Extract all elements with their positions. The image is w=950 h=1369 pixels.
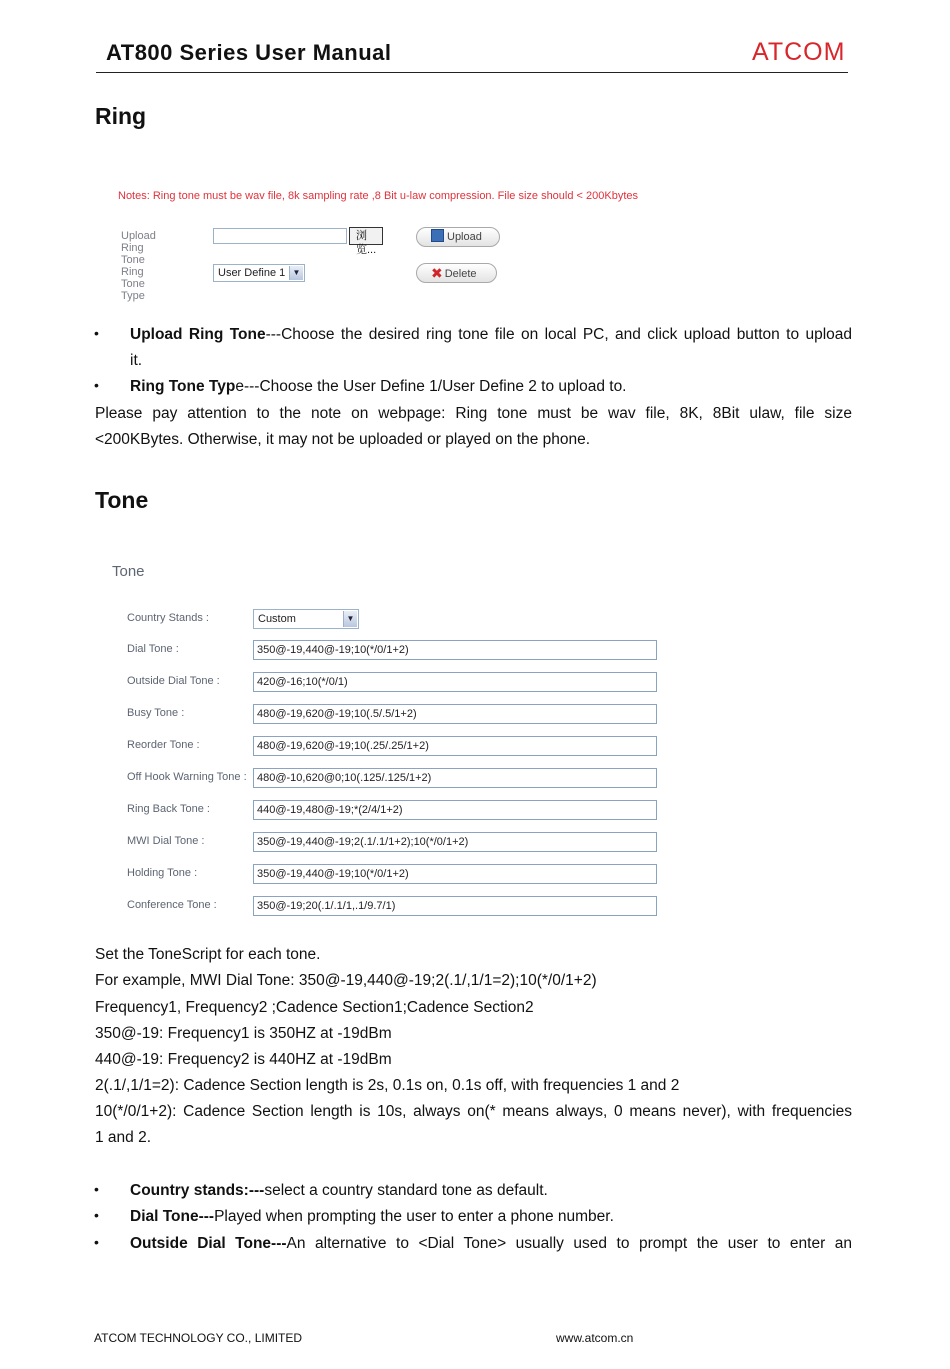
bullet-text: e---Choose the User Define 1/User Define 2 to upload to. — [235, 378, 627, 395]
tone-row-label: Ring Back Tone : — [127, 803, 210, 815]
tone-panel-title: Tone — [112, 563, 145, 580]
country-stands-label: Country Stands : — [127, 612, 209, 624]
tone-heading: Tone — [95, 487, 149, 513]
bullet-ring-tone-type — [130, 374, 627, 400]
tone-row-label: MWI Dial Tone : — [127, 835, 205, 847]
bullet-upload-ring-tone — [130, 322, 852, 348]
tone-row-label: Reorder Tone : — [127, 739, 200, 751]
outside-dial-tone-input[interactable]: 420@-16;10(*/0/1) — [253, 672, 657, 692]
tone-text-line: 350@-19: Frequency1 is 350HZ at -19dBm — [95, 1025, 392, 1042]
browse-button[interactable]: 浏览... — [349, 227, 383, 245]
ring-heading: Ring — [95, 103, 147, 129]
ring-tone-type-label: Ring Tone Type — [121, 266, 145, 302]
upload-button[interactable] — [416, 227, 500, 247]
tone-text-line: Frequency1, Frequency2 ;Cadence Section1;Cadence Section2 — [95, 999, 534, 1016]
bullet-dot: • — [94, 325, 99, 341]
delete-button-label: Delete — [444, 268, 477, 280]
tone-text-line: 2(.1/,1/1=2): Cadence Section length is 2s, 0.1s on, 0.1s off, with frequencies 1 and 2 — [95, 1077, 680, 1094]
bullet-dot: • — [94, 1207, 99, 1223]
bullet-text: Played when prompting the user to enter a phone number. — [214, 1208, 614, 1225]
off-hook-warning-tone-input[interactable]: 480@-10,620@0;10(.125/.125/1+2) — [253, 768, 657, 788]
header-divider — [96, 72, 848, 73]
bullet-country-stands — [130, 1178, 548, 1204]
tone-text-line: 1 and 2. — [95, 1129, 152, 1146]
bullet-dot: • — [94, 1234, 99, 1250]
bullet-upload-ring-tone-cont: it. — [130, 352, 143, 369]
footer-company: ATCOM TECHNOLOGY CO., LIMITED — [94, 1331, 303, 1345]
ring-back-tone-input[interactable]: 440@-19,480@-19;*(2/4/1+2) — [253, 800, 657, 820]
ring-tone-type-select[interactable] — [213, 264, 305, 282]
delete-x-icon: ✖ — [431, 265, 443, 281]
bullet-term: Ring Tone Typ — [130, 378, 236, 395]
save-disk-icon — [431, 229, 444, 242]
ring-note-paragraph-line2: <200KBytes. Otherwise, it may not be uploaded or played on the phone. — [95, 431, 591, 448]
country-stands-select[interactable] — [253, 609, 359, 629]
tone-row-label: Busy Tone : — [127, 707, 185, 719]
bullet-dot: • — [94, 1181, 99, 1197]
tone-text-line: For example, MWI Dial Tone: 350@-19,440@-19;2(.1/,1/1=2);10(*/0/1+2) — [95, 972, 597, 989]
ring-note-paragraph-line1: Please pay attention to the note on webpage: Ring tone must be wav file, 8K, 8Bit ulaw, file size — [95, 405, 852, 422]
dial-tone-input[interactable]: 350@-19,440@-19;10(*/0/1+2) — [253, 640, 657, 660]
bullet-outside-dial-tone — [130, 1231, 852, 1257]
bullet-term: Country stands:--- — [130, 1182, 265, 1199]
chevron-down-icon: ▼ — [289, 266, 303, 280]
ring-file-input[interactable] — [213, 228, 347, 244]
busy-tone-input[interactable]: 480@-19,620@-19;10(.5/.5/1+2) — [253, 704, 657, 724]
bullet-term: Dial Tone--- — [130, 1208, 215, 1225]
bullet-term: Upload Ring Tone — [130, 326, 266, 343]
brand-logo: ATCOM — [752, 38, 846, 66]
upload-ring-tone-label: Upload Ring Tone — [121, 230, 156, 266]
chevron-down-icon: ▼ — [343, 611, 357, 627]
tone-row-label: Dial Tone : — [127, 643, 179, 655]
tone-row-label: Off Hook Warning Tone : — [127, 771, 247, 783]
bullet-text: select a country standard tone as default. — [264, 1182, 548, 1199]
holding-tone-input[interactable]: 350@-19,440@-19;10(*/0/1+2) — [253, 864, 657, 884]
upload-button-label: Upload — [447, 231, 482, 243]
bullet-term: Outside Dial Tone--- — [130, 1235, 287, 1252]
tone-text-line: 440@-19: Frequency2 is 440HZ at -19dBm — [95, 1051, 392, 1068]
bullet-text: An alternative to <Dial Tone> usually used to prompt the user to enter an — [286, 1235, 852, 1252]
bullet-dial-tone — [130, 1204, 614, 1230]
bullet-text: ---Choose the desired ring tone file on local PC, and click upload button to upload — [265, 326, 853, 343]
mwi-dial-tone-input[interactable]: 350@-19,440@-19;2(.1/.1/1+2);10(*/0/1+2) — [253, 832, 657, 852]
tone-row-label: Conference Tone : — [127, 899, 217, 911]
country-stands-value: Custom — [258, 613, 296, 625]
bullet-dot: • — [94, 377, 99, 393]
tone-text-line: 10(*/0/1+2): Cadence Section length is 10s, always on(* means always, 0 means never), with frequencies — [95, 1103, 852, 1120]
tone-row-label: Outside Dial Tone : — [127, 675, 220, 687]
tone-text-line: Set the ToneScript for each tone. — [95, 946, 321, 963]
ring-note: Notes: Ring tone must be wav file, 8k sampling rate ,8 Bit u-law compression. File size should < 200Kbytes — [118, 190, 638, 202]
delete-button[interactable] — [416, 263, 497, 283]
manual-title: AT800 Series User Manual — [106, 40, 392, 65]
reorder-tone-input[interactable]: 480@-19,620@-19;10(.25/.25/1+2) — [253, 736, 657, 756]
ring-tone-type-value: User Define 1 — [218, 267, 286, 279]
footer-website: www.atcom.cn — [556, 1331, 634, 1345]
tone-row-label: Holding Tone : — [127, 867, 198, 879]
conference-tone-input[interactable]: 350@-19;20(.1/.1/1,.1/9.7/1) — [253, 896, 657, 916]
